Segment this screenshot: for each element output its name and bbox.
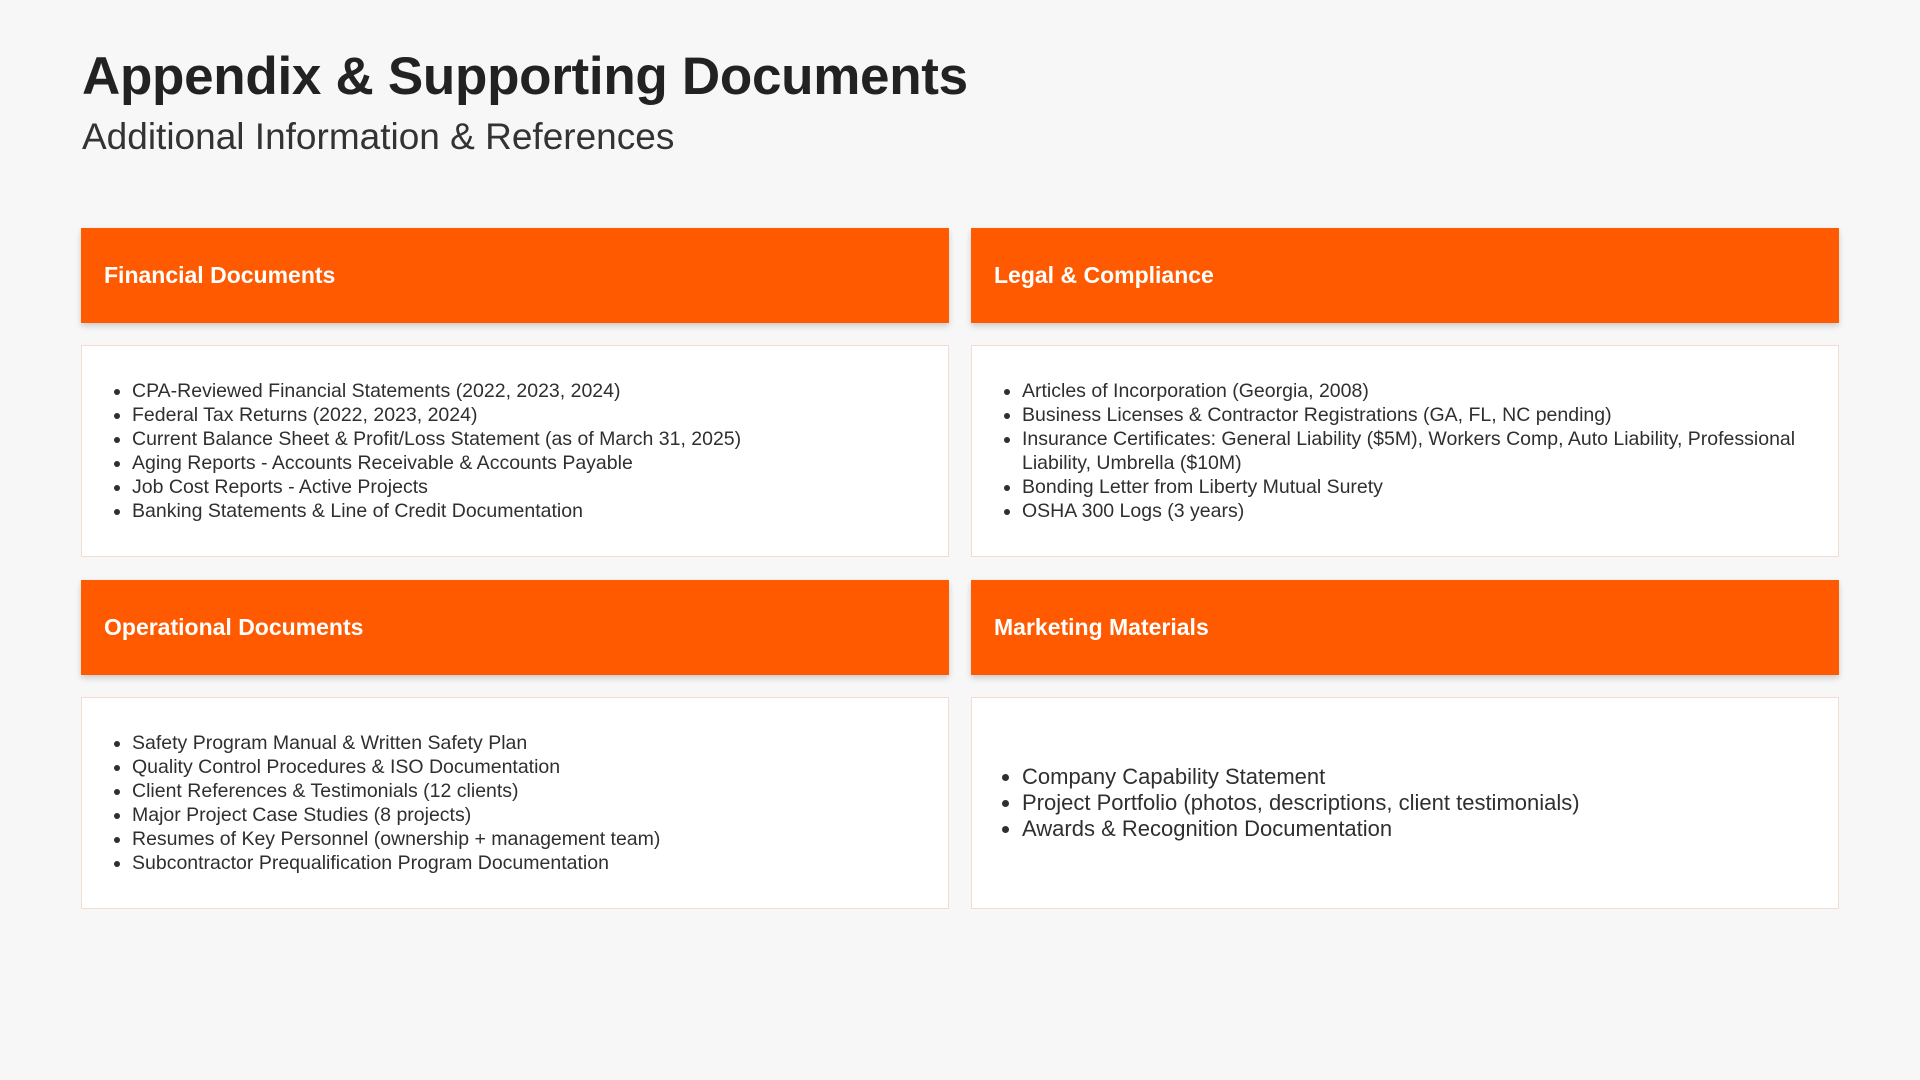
section-header-operational: [81, 580, 949, 675]
section-heading-legal: Legal & Compliance: [994, 262, 1214, 288]
section-header-financial: [81, 228, 949, 323]
list-item: • Subcontractor Prequalification Program Documentation: [132, 851, 660, 875]
list-item: • Business Licenses & Contractor Registrations (GA, FL, NC pending): [1022, 403, 1814, 427]
list-item: • Current Balance Sheet & Profit/Loss Statement (as of March 31, 2025): [132, 427, 741, 451]
list-item: • Articles of Incorporation (Georgia, 2008): [1022, 379, 1814, 403]
list-item: • Major Project Case Studies (8 projects): [132, 803, 660, 827]
section-header-marketing: [971, 580, 1839, 675]
section-card-operational: [81, 697, 949, 909]
document-list-legal: [996, 379, 1814, 523]
list-item: • Quality Control Procedures & ISO Documentation: [132, 755, 660, 779]
list-item: • Banking Statements & Line of Credit Documentation: [132, 499, 741, 523]
list-item: • Insurance Certificates: General Liability ($5M), Workers Comp, Auto Liability, Professional Liability, Umbrella ($10M): [1022, 427, 1814, 475]
list-item: • Bonding Letter from Liberty Mutual Surety: [1022, 475, 1814, 499]
section-card-financial: [81, 345, 949, 557]
list-item: • Resumes of Key Personnel (ownership + management team): [132, 827, 660, 851]
list-item: • Client References & Testimonials (12 clients): [132, 779, 660, 803]
section-heading-operational: Operational Documents: [104, 614, 364, 640]
list-item: • Awards & Recognition Documentation: [1022, 816, 1580, 842]
list-item: • Company Capability Statement: [1022, 764, 1580, 790]
section-header-legal: [971, 228, 1839, 323]
list-item: • Job Cost Reports - Active Projects: [132, 475, 741, 499]
list-item: • OSHA 300 Logs (3 years): [1022, 499, 1814, 523]
page-title: Appendix & Supporting Documents: [82, 47, 968, 106]
section-heading-financial: Financial Documents: [104, 262, 336, 288]
section-card-marketing: [971, 697, 1839, 909]
list-item: • Aging Reports - Accounts Receivable & Accounts Payable: [132, 451, 741, 475]
list-item: • Safety Program Manual & Written Safety Plan: [132, 731, 660, 755]
section-heading-marketing: Marketing Materials: [994, 614, 1209, 640]
list-item: • CPA-Reviewed Financial Statements (2022, 2023, 2024): [132, 379, 741, 403]
document-list-marketing: [996, 764, 1580, 842]
section-card-legal: [971, 345, 1839, 557]
list-item: • Project Portfolio (photos, descriptions, client testimonials): [1022, 790, 1580, 816]
page-subtitle: Additional Information & References: [82, 116, 675, 157]
document-list-operational: [106, 731, 660, 875]
document-list-financial: [106, 379, 741, 523]
list-item: • Federal Tax Returns (2022, 2023, 2024): [132, 403, 741, 427]
